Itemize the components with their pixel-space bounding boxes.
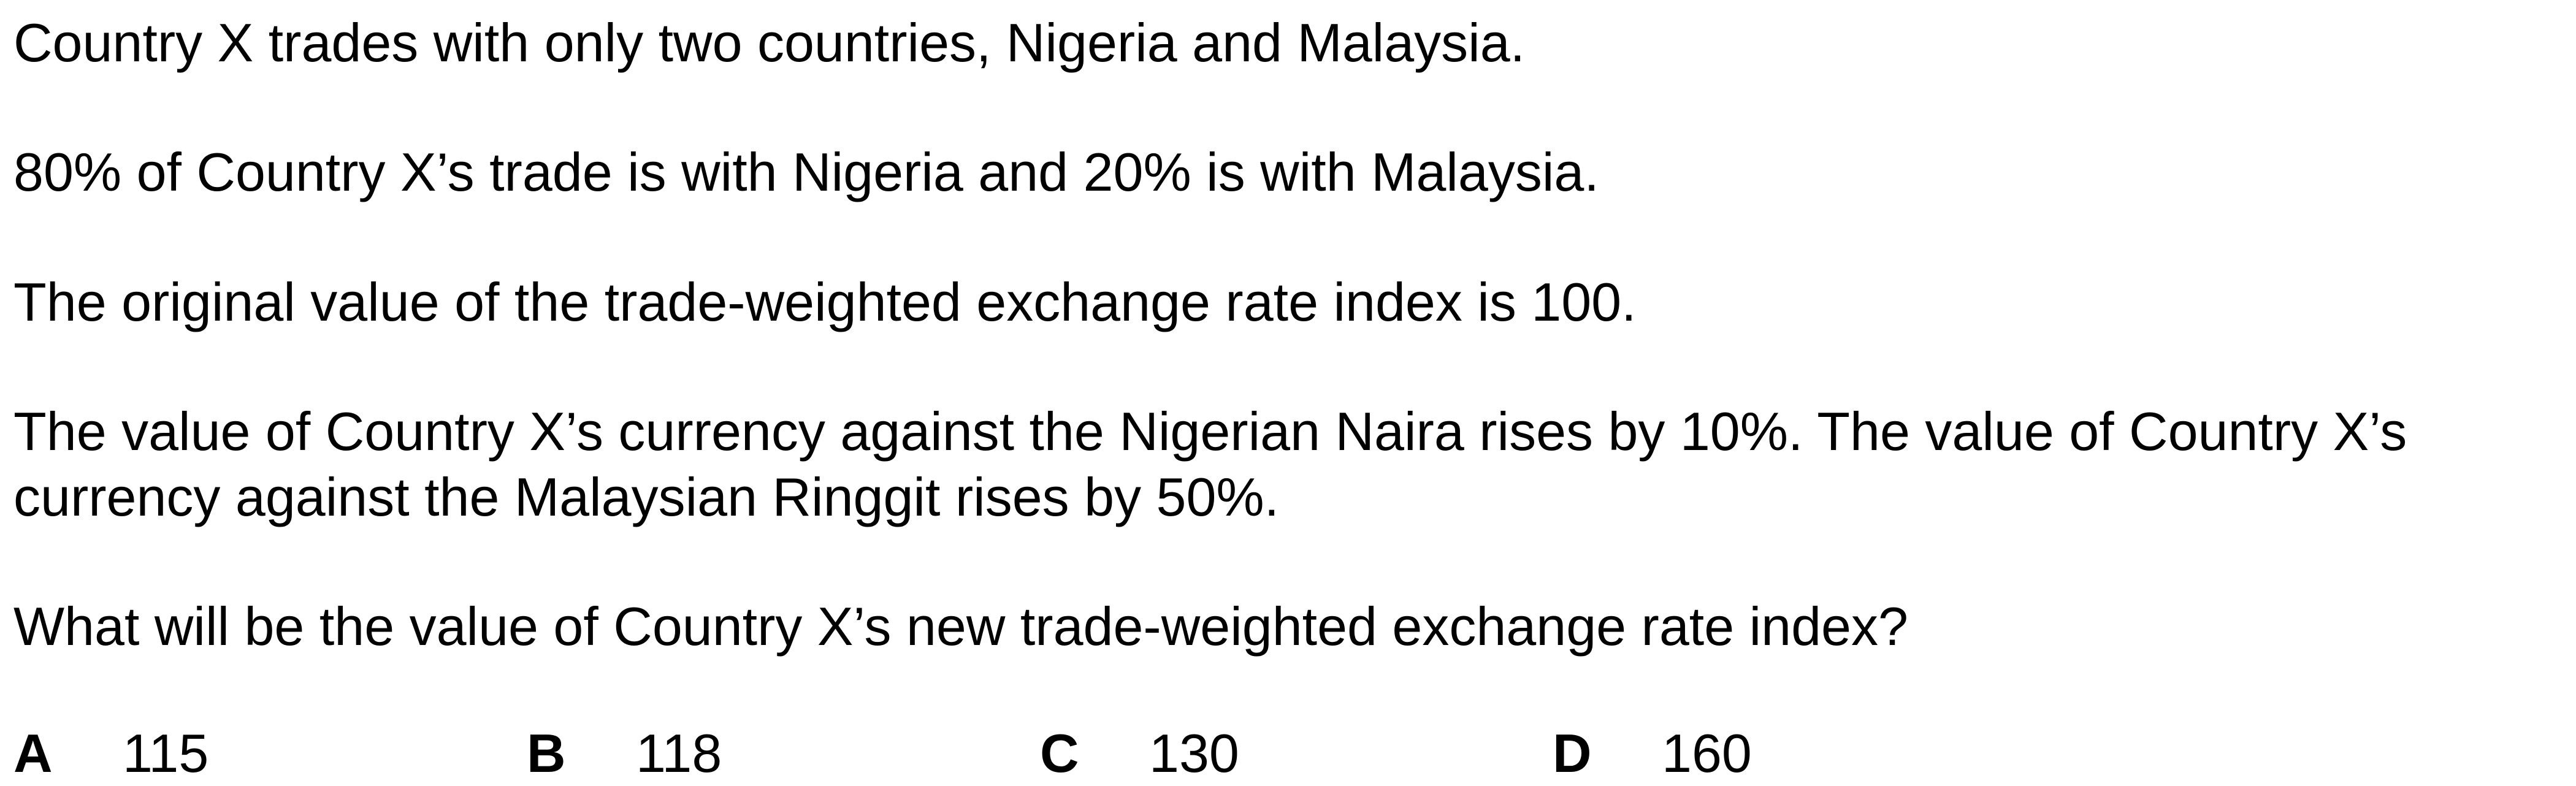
- option-value: 115: [123, 723, 209, 784]
- answer-options: [13, 720, 2558, 786]
- question-paragraph-4: The value of Country X’s currency against the Nigerian Naira rises by 10%. The value of Country X’s currency against the Malaysian Ringgit rises by 50%.: [13, 401, 2422, 527]
- option-value: 130: [1149, 723, 1239, 784]
- option-value: 118: [636, 723, 722, 784]
- option-b[interactable]: [527, 720, 722, 786]
- option-letter: C: [1040, 723, 1079, 784]
- option-d[interactable]: [1553, 720, 1752, 786]
- question-prompt: What will be the value of Country X’s new trade-weighted exchange rate index?: [13, 596, 1908, 657]
- option-c[interactable]: [1040, 720, 1239, 786]
- option-letter: D: [1553, 723, 1592, 784]
- question-paragraph-2: 80% of Country X’s trade is with Nigeria and 20% is with Malaysia.: [13, 142, 1599, 202]
- option-letter: B: [527, 723, 566, 784]
- question-paragraph-3: The original value of the trade-weighted exchange rate index is 100.: [13, 272, 1637, 332]
- option-value: 160: [1662, 723, 1752, 784]
- option-letter: A: [13, 723, 53, 784]
- question-paragraph-1: Country X trades with only two countries, Nigeria and Malaysia.: [13, 12, 1526, 73]
- option-a[interactable]: [13, 720, 208, 786]
